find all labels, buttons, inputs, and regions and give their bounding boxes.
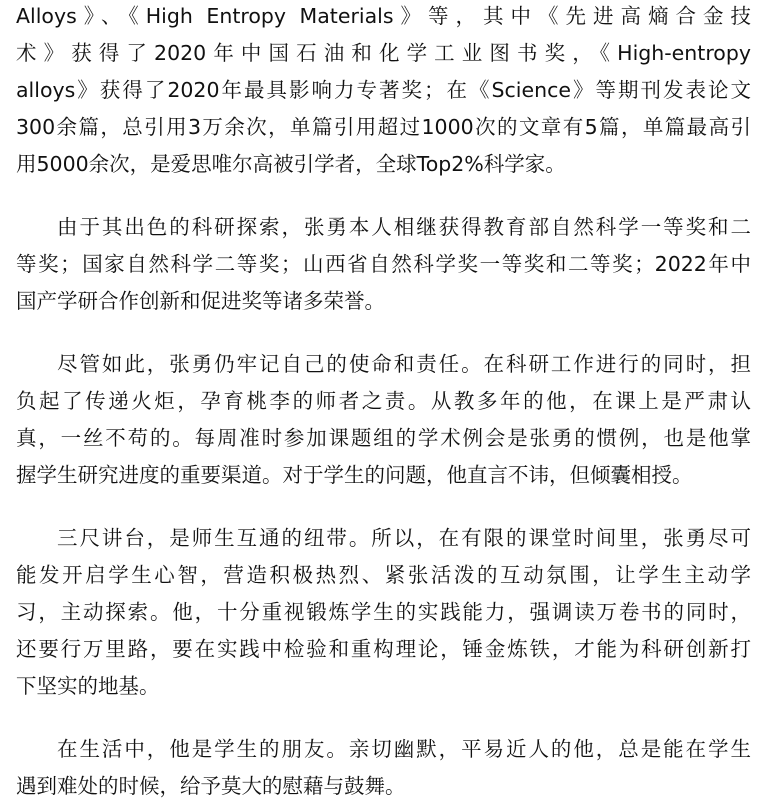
paragraph-life (16, 731, 751, 805)
text-line: 等奖；国家自然科学二等奖；山西省自然科学奖一等奖和二等奖；2022年中 (16, 252, 751, 276)
text-line: 用5000余次，是爱思唯尔高被引学者，全球Top2%科学家。 (16, 152, 566, 176)
paragraph-honors (16, 209, 751, 320)
text-line: 还要行万里路，要在实践中检验和重构理论，锤金炼铁，才能为科研创新打 (16, 637, 751, 661)
text-line: 在生活中，他是学生的朋友。亲切幽默，平易近人的他，总是能在学生 (57, 737, 751, 761)
text-line: 术》获得了2020年中国石油和化学工业图书奖，《High-entropy (16, 41, 751, 65)
paragraph-gap (16, 183, 751, 209)
text-line: alloys》获得了2020年最具影响力专著奖；在《Science》等期刊发表论文 (16, 78, 751, 102)
paragraph-gap (16, 705, 751, 731)
text-line: 由于其出色的科研探索，张勇本人相继获得教育部自然科学一等奖和二 (57, 215, 751, 239)
text-line: 能发开启学生心智，营造积极热烈、紧张活泼的互动氛围，让学生主动学 (16, 563, 751, 587)
text-line: 尽管如此，张勇仍牢记自己的使命和责任。在科研工作进行的同时，担 (57, 352, 751, 376)
paragraph-teaching (16, 520, 751, 705)
text-line: 300余篇，总引用3万余次，单篇引用超过1000次的文章有5篇，单篇最高引 (16, 115, 751, 139)
paragraph-gap (16, 494, 751, 520)
text-line: 下坚实的地基。 (16, 674, 160, 698)
article-body (16, 0, 751, 805)
text-line: Alloys》、《High Entropy Materials》等，其中《先进高熵合金技 (16, 4, 751, 28)
text-line: 习，主动探索。他，十分重视锻炼学生的实践能力，强调读万卷书的同时， (16, 600, 751, 624)
paragraph-achievements (16, 0, 751, 183)
text-line: 负起了传递火炬，孕育桃李的师者之责。从教多年的他，在课上是严肃认 (16, 389, 751, 413)
text-line: 握学生研究进度的重要渠道。对于学生的问题，他直言不讳，但倾囊相授。 (16, 463, 693, 487)
paragraph-gap (16, 320, 751, 346)
paragraph-responsibility (16, 346, 751, 494)
text-line: 真，一丝不苟的。每周准时参加课题组的学术例会是张勇的惯例，也是他掌 (16, 426, 751, 450)
text-line: 国产学研合作创新和促进奖等诸多荣誉。 (16, 289, 385, 313)
text-line: 三尺讲台，是师生互通的纽带。所以，在有限的课堂时间里，张勇尽可 (57, 526, 751, 550)
text-line: 遇到难处的时候，给予莫大的慰藉与鼓舞。 (16, 774, 406, 798)
